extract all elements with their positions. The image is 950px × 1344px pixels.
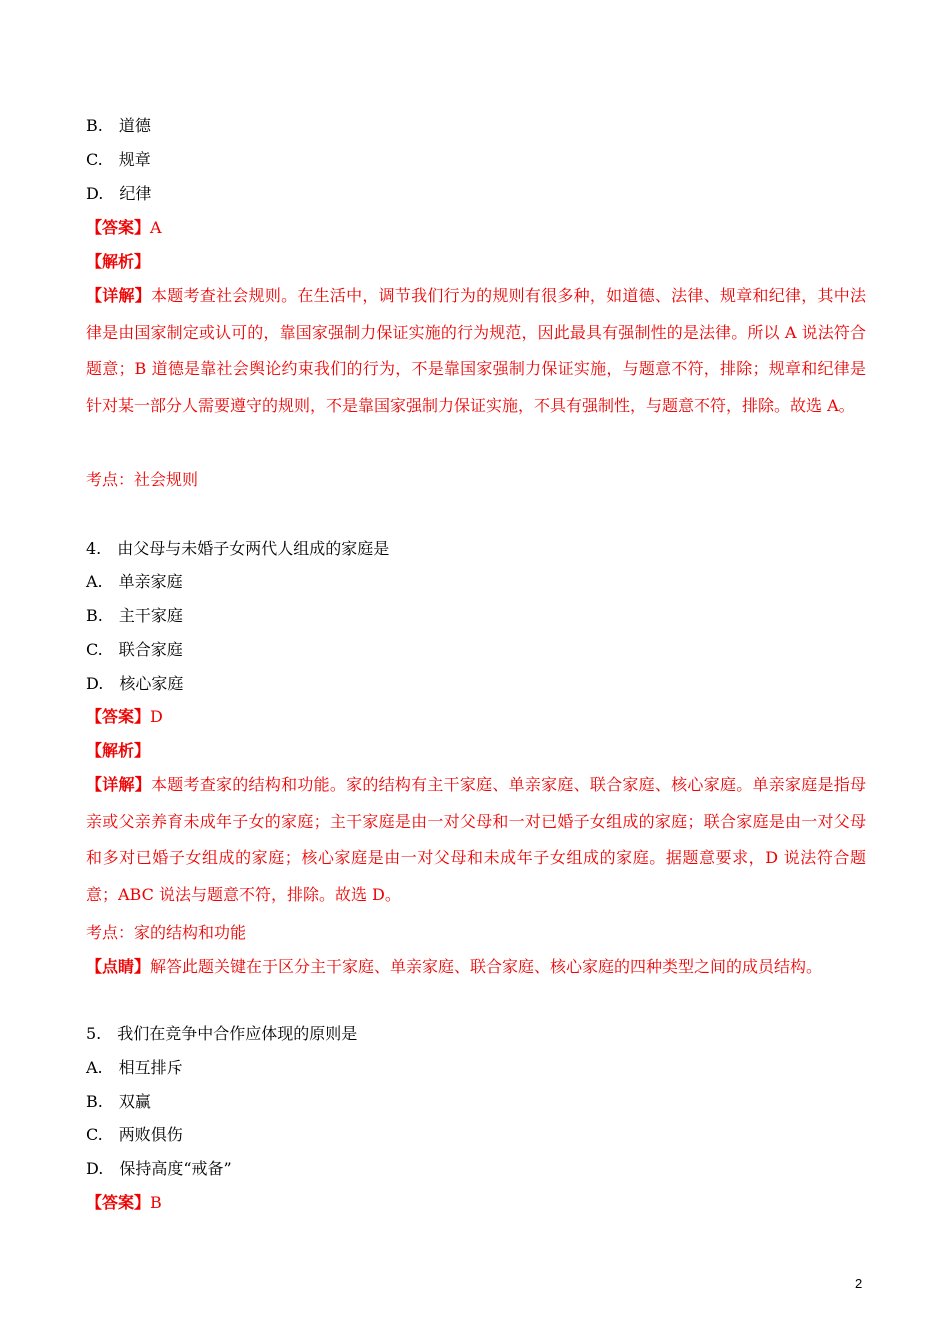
q4-option-a: A. 单亲家庭 (86, 572, 183, 591)
q3-option-b: B. 道德 (86, 116, 151, 135)
answer-value: A (150, 218, 162, 237)
answer-tag: 【答案】 (86, 707, 151, 726)
answer-value: D (150, 707, 163, 726)
q4-option-b: B. 主干家庭 (86, 606, 183, 625)
q3-detail (86, 278, 866, 424)
q4-option-d: D. 核心家庭 (86, 674, 184, 693)
q3-answer (86, 218, 162, 238)
q5-option-d: D. 保持高度“戒备” (86, 1159, 232, 1178)
q3-kaodian: 考点：社会规则 (86, 470, 199, 489)
detail-text: 本题考查家的结构和功能。家的结构有主干家庭、单亲家庭、联合家庭、核心家庭。单亲家庭是指母亲或父亲养育未成年子女的家庭；主干家庭是由一对父母和一对已婚子女组成的家庭；联合家庭是由一对父母和多对已婚子女组成的家庭；核心家庭是由一对父母和未成年子女组成的家庭。据题意要求，D 说法符合题意；ABC 说法与题意不符，排除。故选 D。 (86, 775, 866, 904)
q4-option-c: C. 联合家庭 (86, 640, 183, 659)
detail-tag: 【详解】 (86, 775, 152, 794)
q4-analysis-tag: 【解析】 (86, 741, 151, 760)
q4-dianjing (86, 957, 822, 977)
q4-kaodian: 考点：家的结构和功能 (86, 923, 247, 942)
detail-tag: 【详解】 (86, 286, 152, 305)
q3-analysis-tag: 【解析】 (86, 252, 151, 271)
answer-tag: 【答案】 (86, 218, 151, 237)
dianjing-tag: 【点睛】 (86, 957, 151, 976)
answer-value: B (150, 1193, 162, 1212)
q4-answer (86, 707, 163, 727)
q5-answer (86, 1193, 162, 1213)
q3-option-d: D. 纪律 (86, 184, 152, 203)
dianjing-text: 解答此题关键在于区分主干家庭、单亲家庭、联合家庭、核心家庭的四种类型之间的成员结构。 (150, 957, 823, 976)
q5-option-a: A. 相互排斥 (86, 1058, 183, 1077)
q5-stem: 5. 我们在竞争中合作应体现的原则是 (86, 1024, 358, 1043)
detail-text: 本题考查社会规则。在生活中，调节我们行为的规则有很多种，如道德、法律、规章和纪律，其中法律是由国家制定或认可的，靠国家强制力保证实施的行为规范，因此最具有强制性的是法律。所以 A 说法符合题意；B 道德是靠社会舆论约束我们的行为，不是靠国家强制力保证实施，与题意不符，排除；规章和纪律是针对某一部分人需要遵守的规则，不是靠国家强制力保证实施，不具有强制性，与题意不符，排除。故选 A。 (86, 286, 866, 415)
q5-option-b: B. 双赢 (86, 1092, 151, 1111)
q4-stem: 4. 由父母与未婚子女两代人组成的家庭是 (86, 539, 390, 558)
q4-detail (86, 767, 866, 913)
answer-tag: 【答案】 (86, 1193, 151, 1212)
q5-option-c: C. 两败俱伤 (86, 1125, 183, 1144)
q3-option-c: C. 规章 (86, 150, 151, 169)
page-number: 2 (855, 1276, 863, 1291)
